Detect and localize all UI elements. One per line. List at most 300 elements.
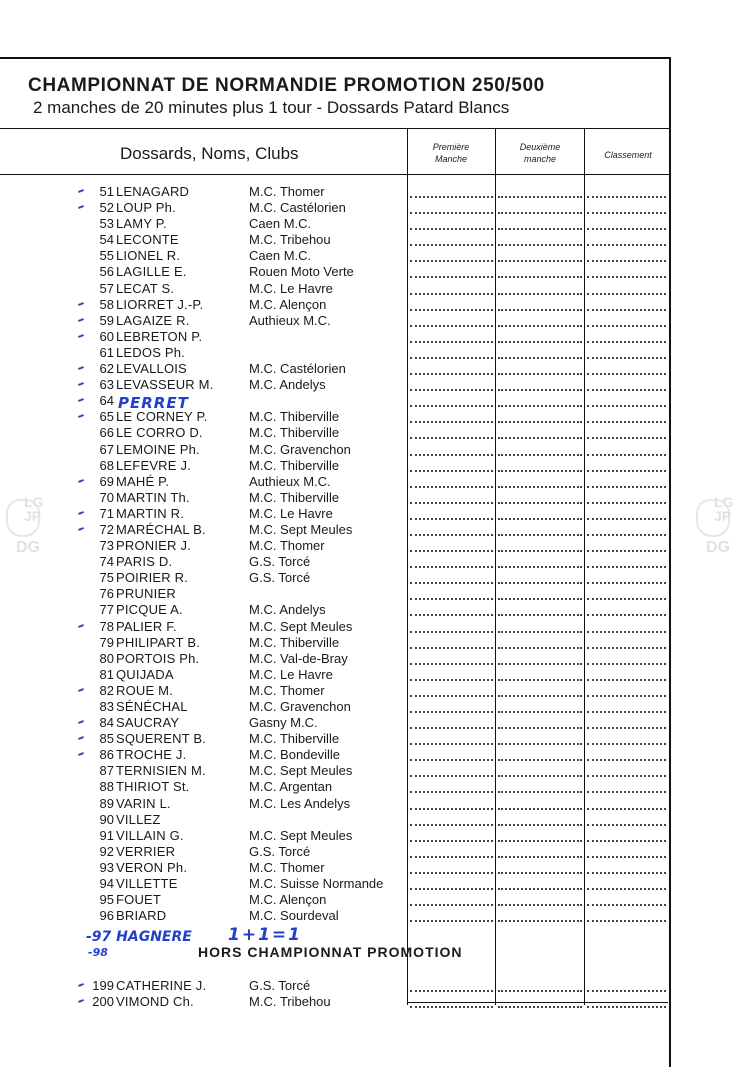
second-manche-cell xyxy=(498,743,582,745)
first-manche-cell xyxy=(410,647,493,649)
rider-row xyxy=(0,731,669,747)
second-manche-cell xyxy=(498,920,582,922)
second-manche-cell xyxy=(498,824,582,826)
classement-cell xyxy=(587,663,666,665)
classement-cell xyxy=(587,325,666,327)
rider-number: 92 xyxy=(99,843,114,859)
rider-number: 200 xyxy=(92,994,114,1010)
rider-row xyxy=(0,602,669,618)
first-manche-cell xyxy=(410,840,493,842)
rider-name: PHILIPART B. xyxy=(116,634,201,650)
rider-name: VIMOND Ch. xyxy=(116,994,194,1010)
second-manche-cell xyxy=(498,550,582,552)
rider-row xyxy=(0,812,669,828)
first-manche-cell xyxy=(410,727,493,729)
second-manche-cell xyxy=(498,389,582,391)
rider-name: LE CORNEY P. xyxy=(116,409,208,425)
rider-club: M.C. Thiberville xyxy=(249,731,340,747)
rider-number: 51 xyxy=(99,184,114,199)
rider-name: LE CORRO D. xyxy=(116,425,203,441)
second-manche-cell xyxy=(498,357,582,359)
pen-mark xyxy=(78,736,84,740)
page-subtitle: 2 manches de 20 minutes plus 1 tour - Dossards Patard Blancs xyxy=(33,98,510,117)
rider-name: LAGAIZE R. xyxy=(116,312,190,328)
rider-club: M.C. Thiberville xyxy=(249,634,340,650)
first-manche-cell xyxy=(410,341,493,343)
rider-name: LEFEVRE J. xyxy=(116,457,191,473)
second-manche-cell xyxy=(498,808,582,810)
first-manche-cell xyxy=(410,598,493,600)
rider-name: PALIER F. xyxy=(116,618,177,634)
first-manche-cell xyxy=(410,695,493,697)
rider-number: 84 xyxy=(99,715,114,731)
pen-mark xyxy=(78,382,84,386)
rider-number: 55 xyxy=(99,248,114,264)
rider-club: G.S. Torcé xyxy=(249,843,311,859)
first-manche-cell xyxy=(410,808,493,810)
classement-cell xyxy=(587,276,666,278)
first-manche-line1: Première xyxy=(432,142,470,152)
classement-cell xyxy=(587,888,666,890)
rider-number: 72 xyxy=(99,521,114,537)
second-manche-cell xyxy=(498,775,582,777)
first-manche-cell xyxy=(410,872,493,874)
rider-number: 89 xyxy=(99,795,114,811)
classement-cell xyxy=(587,824,666,826)
rider-number: 80 xyxy=(99,650,114,666)
first-manche-cell xyxy=(410,775,493,777)
rider-row xyxy=(0,908,669,924)
rider-club: M.C. Sept Meules xyxy=(249,521,353,537)
first-manche-cell xyxy=(410,759,493,761)
pen-mark xyxy=(78,752,84,756)
handwritten-98: -98 xyxy=(88,946,108,959)
first-manche-cell xyxy=(410,293,493,295)
second-manche-cell xyxy=(498,309,582,311)
rider-row xyxy=(0,248,669,264)
second-manche-cell xyxy=(498,454,582,456)
rider-number: 88 xyxy=(99,779,114,795)
classement-cell xyxy=(587,727,666,729)
rider-list xyxy=(0,184,669,924)
rider-number: 60 xyxy=(99,328,114,344)
rider-club: M.C. Sourdeval xyxy=(249,908,339,924)
rider-row xyxy=(0,522,669,538)
second-manche-cell xyxy=(498,791,582,793)
rider-row xyxy=(0,763,669,779)
rider-number: 87 xyxy=(99,763,114,779)
classement-cell xyxy=(587,1006,666,1008)
rider-number: 91 xyxy=(99,827,114,843)
classement-cell xyxy=(587,759,666,761)
pen-mark xyxy=(78,511,84,515)
rider-name: VERRIER xyxy=(116,843,176,859)
second-manche-cell xyxy=(498,759,582,761)
classement-cell xyxy=(587,421,666,423)
second-manche-cell xyxy=(498,1006,582,1008)
second-manche-cell xyxy=(498,373,582,375)
rider-row xyxy=(0,892,669,908)
rider-club: M.C. Le Havre xyxy=(249,505,333,521)
pen-mark xyxy=(78,983,84,987)
rider-number: 85 xyxy=(99,731,114,747)
rider-row xyxy=(0,635,669,651)
second-manche-cell xyxy=(498,840,582,842)
first-manche-cell xyxy=(410,244,493,246)
rider-number: 58 xyxy=(99,296,114,312)
second-manche-cell xyxy=(498,695,582,697)
rider-number: 90 xyxy=(99,811,114,827)
second-manche-cell xyxy=(498,502,582,504)
classement-cell xyxy=(587,775,666,777)
pen-mark xyxy=(78,334,84,338)
second-manche-cell xyxy=(498,276,582,278)
classement-cell xyxy=(587,920,666,922)
handwritten-perret: PERRET xyxy=(118,394,189,412)
rider-name: VILLETTE xyxy=(116,876,178,892)
classement-cell xyxy=(587,582,666,584)
rider-row xyxy=(0,828,669,844)
rider-number: 52 xyxy=(99,200,114,216)
second-manche-cell xyxy=(498,663,582,665)
classement-cell xyxy=(587,486,666,488)
classement-cell xyxy=(587,872,666,874)
rider-club: M.C. Val-de-Bray xyxy=(249,650,348,666)
rider-row xyxy=(0,313,669,329)
rider-club: M.C. Bondeville xyxy=(249,747,341,763)
second-manche-cell xyxy=(498,872,582,874)
rider-club: M.C. Thomer xyxy=(249,538,325,554)
rider-club: M.C. Thomer xyxy=(249,682,325,698)
rider-number: 86 xyxy=(99,747,114,763)
rider-row xyxy=(0,442,669,458)
first-manche-cell xyxy=(410,357,493,359)
first-manche-cell xyxy=(410,454,493,456)
second-manche-cell xyxy=(498,582,582,584)
rider-club: M.C. Suisse Normande xyxy=(249,876,384,892)
rider-row xyxy=(0,699,669,715)
classement-cell xyxy=(587,293,666,295)
first-manche-cell xyxy=(410,389,493,391)
first-manche-cell xyxy=(410,663,493,665)
rider-name: THIRIOT St. xyxy=(116,779,190,795)
rider-row xyxy=(0,651,669,667)
first-manche-cell xyxy=(410,502,493,504)
handwritten-score: 1+1=1 xyxy=(228,925,302,945)
rider-row xyxy=(0,860,669,876)
classement-cell xyxy=(587,631,666,633)
rider-name: PORTOIS Ph. xyxy=(116,650,200,666)
rider-number: 64 xyxy=(99,393,114,409)
rider-club: Authieux M.C. xyxy=(249,312,331,328)
rider-row xyxy=(0,586,669,602)
classement-cell xyxy=(587,518,666,520)
second-manche-line2: manche xyxy=(523,154,557,164)
rider-row xyxy=(0,490,669,506)
rider-number: 78 xyxy=(99,618,114,634)
rider-row xyxy=(0,232,669,248)
rider-club: M.C. Andelys xyxy=(249,377,326,393)
rider-name: LEDOS Ph. xyxy=(116,344,185,360)
rider-number: 199 xyxy=(92,978,114,993)
classement-cell xyxy=(587,341,666,343)
second-manche-cell xyxy=(498,244,582,246)
classement-cell xyxy=(587,373,666,375)
classement-cell xyxy=(587,598,666,600)
classement-cell xyxy=(587,309,666,311)
pen-mark xyxy=(78,302,84,306)
rider-name: PARIS D. xyxy=(116,554,173,570)
hors-rider-row xyxy=(0,978,669,994)
rider-number: 83 xyxy=(99,699,114,714)
first-manche-cell xyxy=(410,534,493,536)
second-manche-cell xyxy=(498,711,582,713)
rider-number: 63 xyxy=(99,377,114,393)
second-manche-cell xyxy=(498,990,582,992)
classement-cell xyxy=(587,454,666,456)
second-manche-cell xyxy=(498,437,582,439)
classement-cell xyxy=(587,856,666,858)
rider-row xyxy=(0,329,669,345)
second-manche-cell xyxy=(498,421,582,423)
first-manche-cell xyxy=(410,421,493,423)
rider-number: 96 xyxy=(99,908,114,924)
rider-row xyxy=(0,393,669,409)
rider-club: M.C. Thiberville xyxy=(249,425,340,441)
rider-name: MARÉCHAL B. xyxy=(116,521,206,537)
rider-number: 65 xyxy=(99,409,114,425)
second-manche-cell xyxy=(498,727,582,729)
rider-row xyxy=(0,619,669,635)
rider-club: M.C. Gravenchon xyxy=(249,441,351,457)
first-manche-cell xyxy=(410,824,493,826)
rider-club: M.C. Castélorien xyxy=(249,200,346,216)
second-manche-cell xyxy=(498,856,582,858)
pen-mark xyxy=(78,414,84,418)
rider-name: LEMOINE Ph. xyxy=(116,441,200,457)
classement-cell xyxy=(587,904,666,906)
first-manche-cell xyxy=(410,856,493,858)
rider-row xyxy=(0,361,669,377)
first-manche-cell xyxy=(410,212,493,214)
rider-row xyxy=(0,554,669,570)
second-manche-line1: Deuxième xyxy=(519,142,561,152)
first-manche-cell xyxy=(410,325,493,327)
classement-cell xyxy=(587,357,666,359)
first-manche-cell xyxy=(410,405,493,407)
rider-number: 70 xyxy=(99,489,114,505)
rider-number: 82 xyxy=(99,682,114,698)
rider-club: M.C. Sept Meules xyxy=(249,827,353,843)
watermark-logo: LG JP DG xyxy=(2,495,52,565)
first-manche-cell xyxy=(410,260,493,262)
classement-cell xyxy=(587,990,666,992)
classement-cell xyxy=(587,791,666,793)
rider-name: ROUE M. xyxy=(116,682,174,698)
rider-club: M.C. Thiberville xyxy=(249,457,340,473)
classement-cell xyxy=(587,647,666,649)
second-manche-cell xyxy=(498,341,582,343)
rider-club: M.C. Castélorien xyxy=(249,361,346,377)
first-manche-cell xyxy=(410,990,493,992)
rider-row xyxy=(0,844,669,860)
rider-club: M.C. Sept Meules xyxy=(249,618,353,634)
rider-number: 73 xyxy=(99,538,114,554)
rider-row xyxy=(0,184,669,200)
classement-cell xyxy=(587,808,666,810)
rider-club: Caen M.C. xyxy=(249,248,312,264)
rider-name: SÉNÉCHAL xyxy=(116,699,188,714)
hors-championnat-title: HORS CHAMPIONNAT PROMOTION xyxy=(198,944,463,960)
rider-name: PRUNIER xyxy=(116,586,176,602)
rider-row xyxy=(0,458,669,474)
rider-row xyxy=(0,345,669,361)
second-manche-cell xyxy=(498,228,582,230)
classement-cell xyxy=(587,470,666,472)
first-manche-cell xyxy=(410,196,493,198)
rider-club: M.C. Argentan xyxy=(249,779,333,795)
rider-name: QUIJADA xyxy=(116,666,174,682)
rider-row xyxy=(0,747,669,763)
rider-row xyxy=(0,200,669,216)
classement-cell xyxy=(587,389,666,391)
rider-row xyxy=(0,779,669,795)
rider-number: 93 xyxy=(99,859,114,875)
classement-cell xyxy=(587,614,666,616)
rider-number: 79 xyxy=(99,634,114,650)
pen-mark xyxy=(78,624,84,628)
rider-row xyxy=(0,281,669,297)
second-manche-cell xyxy=(498,325,582,327)
rider-club: M.C. Le Havre xyxy=(249,666,333,682)
second-manche-cell xyxy=(498,647,582,649)
first-manche-cell xyxy=(410,550,493,552)
rider-number: 66 xyxy=(99,425,114,441)
second-manche-cell xyxy=(498,212,582,214)
page-title: CHAMPIONNAT DE NORMANDIE PROMOTION 250/500 xyxy=(28,75,545,96)
rider-name: LEBRETON P. xyxy=(116,328,203,344)
first-manche-cell xyxy=(410,228,493,230)
header-top-rule xyxy=(0,128,669,129)
first-manche-cell xyxy=(410,518,493,520)
rider-number: 94 xyxy=(99,876,114,892)
rider-row xyxy=(0,506,669,522)
rider-name: LIONEL R. xyxy=(116,248,181,264)
rider-name: MARTIN Th. xyxy=(116,489,190,505)
rider-number: 74 xyxy=(99,554,114,570)
rider-name: LECONTE xyxy=(116,232,179,248)
first-manche-cell xyxy=(410,614,493,616)
rider-name: CATHERINE J. xyxy=(116,978,207,993)
rider-name: TROCHE J. xyxy=(116,747,187,763)
first-manche-cell xyxy=(410,679,493,681)
pen-mark xyxy=(78,999,84,1003)
first-manche-cell xyxy=(410,486,493,488)
rider-row xyxy=(0,667,669,683)
table-bottom-rule xyxy=(408,1002,668,1003)
rider-name: FOUET xyxy=(116,892,162,908)
rider-club: Gasny M.C. xyxy=(249,715,318,731)
pen-mark xyxy=(78,205,84,209)
first-manche-cell xyxy=(410,276,493,278)
rider-name: VILLAIN G. xyxy=(116,827,184,843)
classement-cell xyxy=(587,566,666,568)
second-manche-cell xyxy=(498,888,582,890)
rider-club: M.C. Tribehou xyxy=(249,232,331,248)
rider-name: BRIARD xyxy=(116,908,167,924)
rider-name: MARTIN R. xyxy=(116,505,185,521)
first-manche-cell xyxy=(410,1006,493,1008)
classement-cell xyxy=(587,743,666,745)
classement-cell xyxy=(587,679,666,681)
first-manche-cell xyxy=(410,904,493,906)
rider-row xyxy=(0,715,669,731)
rider-row xyxy=(0,409,669,425)
column-header-second-manche xyxy=(498,141,582,165)
rider-row xyxy=(0,683,669,699)
rider-name: VILLEZ xyxy=(116,811,161,827)
rider-number: 67 xyxy=(99,441,114,457)
rider-name: LIORRET J.-P. xyxy=(116,296,204,312)
rider-row xyxy=(0,474,669,490)
rider-club: M.C. Les Andelys xyxy=(249,795,351,811)
first-manche-cell xyxy=(410,888,493,890)
classement-cell xyxy=(587,840,666,842)
rider-number: 69 xyxy=(99,473,114,489)
rider-club: M.C. Gravenchon xyxy=(249,699,351,714)
second-manche-cell xyxy=(498,486,582,488)
first-manche-cell xyxy=(410,920,493,922)
classement-cell xyxy=(587,260,666,262)
pen-mark xyxy=(78,318,84,322)
rider-name: PICQUE A. xyxy=(116,602,183,618)
rider-number: 61 xyxy=(99,344,114,360)
rider-number: 81 xyxy=(99,666,114,682)
rider-club: G.S. Torcé xyxy=(249,570,311,586)
column-header-first-manche xyxy=(410,141,492,165)
first-manche-cell xyxy=(410,631,493,633)
rider-name: LEVASSEUR M. xyxy=(116,377,214,393)
rider-club: G.S. Torcé xyxy=(249,554,311,570)
second-manche-cell xyxy=(498,260,582,262)
rider-club: Authieux M.C. xyxy=(249,473,331,489)
first-manche-cell xyxy=(410,582,493,584)
rider-club: Caen M.C. xyxy=(249,216,312,232)
rider-row xyxy=(0,538,669,554)
first-manche-cell xyxy=(410,743,493,745)
first-manche-cell xyxy=(410,711,493,713)
second-manche-cell xyxy=(498,631,582,633)
rider-name: VARIN L. xyxy=(116,795,171,811)
first-manche-cell xyxy=(410,470,493,472)
second-manche-cell xyxy=(498,470,582,472)
rider-name: LAMY P. xyxy=(116,216,167,232)
rider-number: 62 xyxy=(99,361,114,377)
rider-number: 53 xyxy=(99,216,114,232)
rider-club: M.C. Thiberville xyxy=(249,489,340,505)
first-manche-cell xyxy=(410,437,493,439)
classement-cell xyxy=(587,550,666,552)
column-header-names: Dossards, Noms, Clubs xyxy=(120,144,299,163)
rider-name: LEVALLOIS xyxy=(116,361,187,377)
second-manche-cell xyxy=(498,904,582,906)
rider-name: MAHÉ P. xyxy=(116,473,170,489)
second-manche-cell xyxy=(498,598,582,600)
rider-club: M.C. Andelys xyxy=(249,602,326,618)
classement-cell xyxy=(587,502,666,504)
first-manche-cell xyxy=(410,309,493,311)
rider-number: 59 xyxy=(99,312,114,328)
